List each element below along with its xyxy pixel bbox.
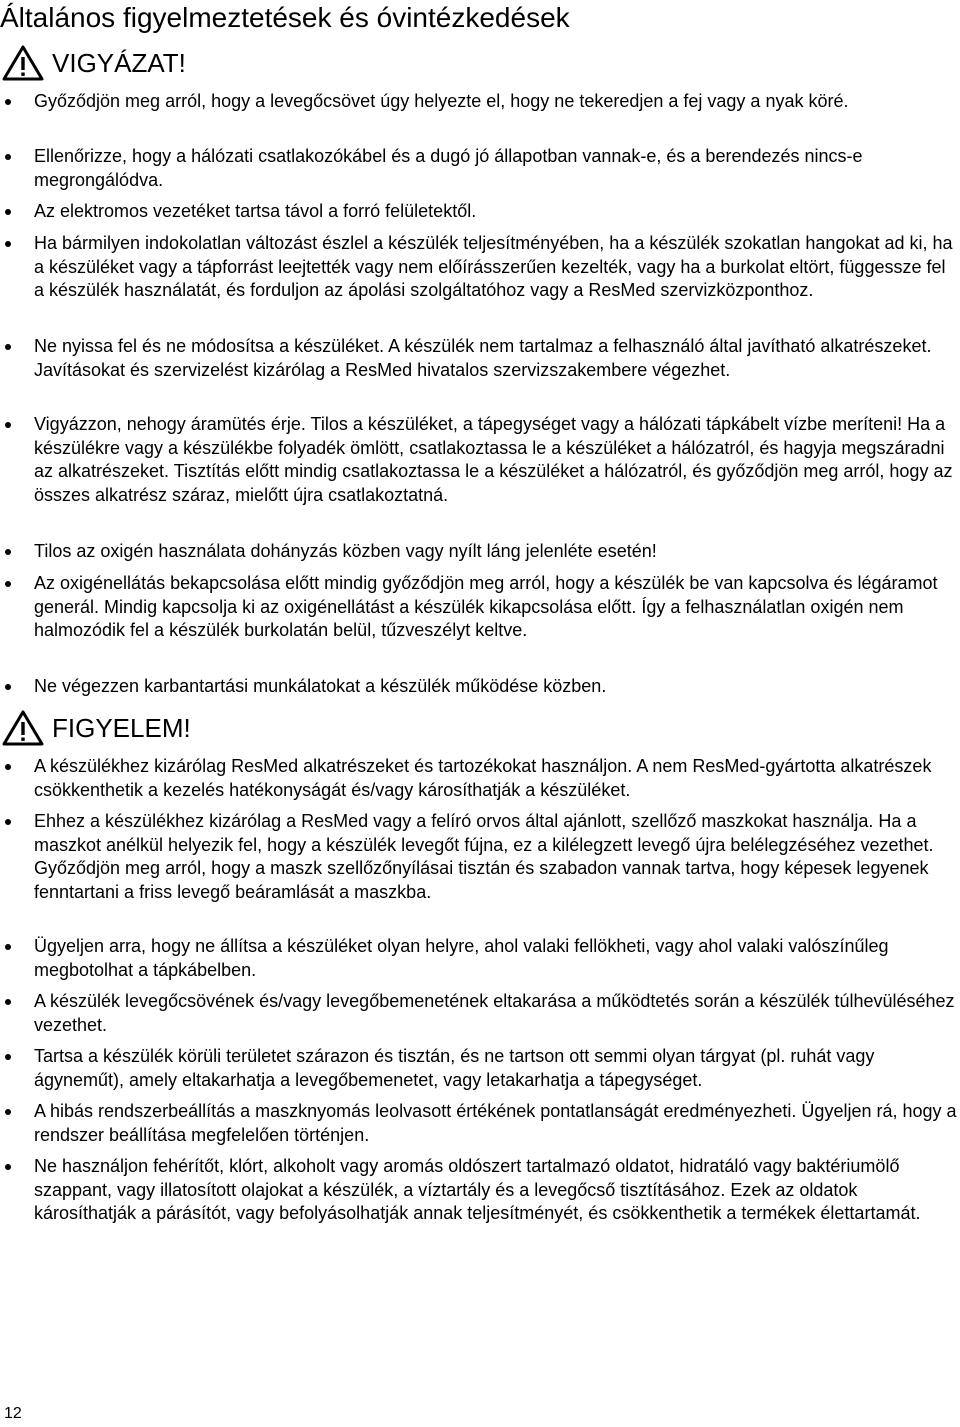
bullet-icon [5, 581, 11, 587]
warning-item: Ellenőrizze, hogy a hálózati csatlakozókábel és a dugó jó állapotban vannak-e, és a berendezés nincs-e megrongálódva. [0, 145, 958, 192]
bullet-icon [5, 999, 11, 1005]
caution-title: FIGYELEM! [52, 713, 191, 743]
caution-item: A készülék levegőcsövének és/vagy levegőbemenetének eltakarása a működtetés során a készülék túlhevüléséhez vezethet. [0, 990, 958, 1037]
page-heading: Általános figyelmeztetések és óvintézkedések [0, 2, 570, 33]
page-number: 12 [4, 1405, 22, 1422]
bullet-icon [5, 944, 11, 950]
bullet-icon [5, 764, 11, 770]
warning-item: Győződjön meg arról, hogy a levegőcsövet úgy helyezte el, hogy ne tekeredjen a fej vagy a nyak köré. [0, 90, 958, 114]
bullet-icon [5, 1054, 11, 1060]
caution-item: A készülékhez kizárólag ResMed alkatrészeket és tartozékokat használjon. A nem ResMed-gyártotta alkatrészek csökkenthetik a kezelés hatékonyságát és/vagy károsíthatják a készüléket. [0, 755, 958, 802]
caution-item: Ehhez a készülékhez kizárólag a ResMed vagy a felíró orvos által ajánlott, szellőző maszkokat használja. Ha a maszkot anélkül helyezik fel, hogy a készülék levegőt fújna, ez a kilélegzett levegő újra belélegzéséhez vezethet. Győződjön meg arról, hogy a maszk szellőzőnyílásai tisztán és szabadon vannak tartva, hogy képesek legyenek fenntartani a friss levegő beáramlását a maszkba. [0, 810, 958, 904]
bullet-icon [5, 422, 11, 428]
caution-item: Ne használjon fehérítőt, klórt, alkoholt vagy aromás oldószert tartalmazó oldatot, hidratáló vagy baktériumölő szappant, vagy illatosított olajokat a készülék, a víztartály és a levegőcső tisztításához. Ezek az oldatok károsíthatják a párásítót, vagy befolyásolhatják annak teljesítményét, és csökkenthetik a termékek élettartamát. [0, 1155, 958, 1226]
warning-item: Az oxigénellátás bekapcsolása előtt mindig győződjön meg arról, hogy a készülék be van kapcsolva és légáramot generál. Mindig kapcsolja ki az oxigénellátást a készülék kikapcsolása előtt. Így a felhasználatlan oxigén nem halmozódik fel a készülék burkolatán belül, tűzveszélyt keltve. [0, 572, 958, 643]
bullet-icon [5, 549, 11, 555]
warning-title: VIGYÁZAT! [52, 48, 186, 78]
warning-item: Tilos az oxigén használata dohányzás közben vagy nyílt láng jelenléte esetén! [0, 540, 958, 564]
warning-section-header [2, 40, 186, 86]
bullet-icon [5, 819, 11, 825]
bullet-icon [5, 1109, 11, 1115]
bullet-icon [5, 154, 11, 160]
caution-item: Ügyeljen arra, hogy ne állítsa a készüléket olyan helyre, ahol valaki fellökheti, vagy ahol valaki valószínűleg megbotolhat a tápkábelben. [0, 935, 958, 982]
warning-triangle-icon [2, 709, 44, 747]
caution-item: A hibás rendszerbeállítás a maszknyomás leolvasott értékének pontatlanságát eredményezheti. Ügyeljen rá, hogy a rendszer beállítása megfelelően történjen. [0, 1100, 958, 1147]
warning-triangle-icon [2, 44, 44, 82]
bullet-icon [5, 209, 11, 215]
bullet-icon [5, 241, 11, 247]
bullet-icon [5, 99, 11, 105]
warning-item: Vigyázzon, nehogy áramütés érje. Tilos a készüléket, a tápegységet vagy a hálózati tápkábelt vízbe meríteni! Ha a készülékre vagy a készülékbe folyadék ömlött, csatlakoztassa le a készüléket a hálózatról, és hagyja megszáradni az alkatrészeket. Tisztítás előtt mindig csatlakoztassa le a készüléket a hálózatról, és győződjön meg arról, hogy az összes alkatrész száraz, mielőtt újra csatlakoztatná. [0, 413, 958, 507]
caution-item: Tartsa a készülék körüli területet szárazon és tisztán, és ne tartson ott semmi olyan tárgyat (pl. ruhát vagy ágyneműt), amely eltakarhatja a levegőbemenetet, vagy letakarhatja a tápegységet. [0, 1045, 958, 1092]
warning-item: Ne nyissa fel és ne módosítsa a készüléket. A készülék nem tartalmaz a felhasználó által javítható alkatrészeket. Javításokat és szervizelést kizárólag a ResMed hivatalos szervizszakembere végezhet. [0, 335, 958, 382]
caution-section-header [2, 705, 191, 751]
warning-item: Ne végezzen karbantartási munkálatokat a készülék működése közben. [0, 675, 958, 699]
bullet-icon [5, 684, 11, 690]
bullet-icon [5, 344, 11, 350]
warning-item: Az elektromos vezetéket tartsa távol a forró felületektől. [0, 200, 958, 224]
warning-item: Ha bármilyen indokolatlan változást észlel a készülék teljesítményében, ha a készülék szokatlan hangokat ad ki, ha a készüléket vagy a tápforrást leejtették vagy nem előírásszerűen kezelték, vagy ha a burkolat eltört, függessze fel a készülék használatát, és forduljon az ápolási szolgáltatóhoz vagy a ResMed szervizközponthoz. [0, 232, 958, 303]
bullet-icon [5, 1164, 11, 1170]
